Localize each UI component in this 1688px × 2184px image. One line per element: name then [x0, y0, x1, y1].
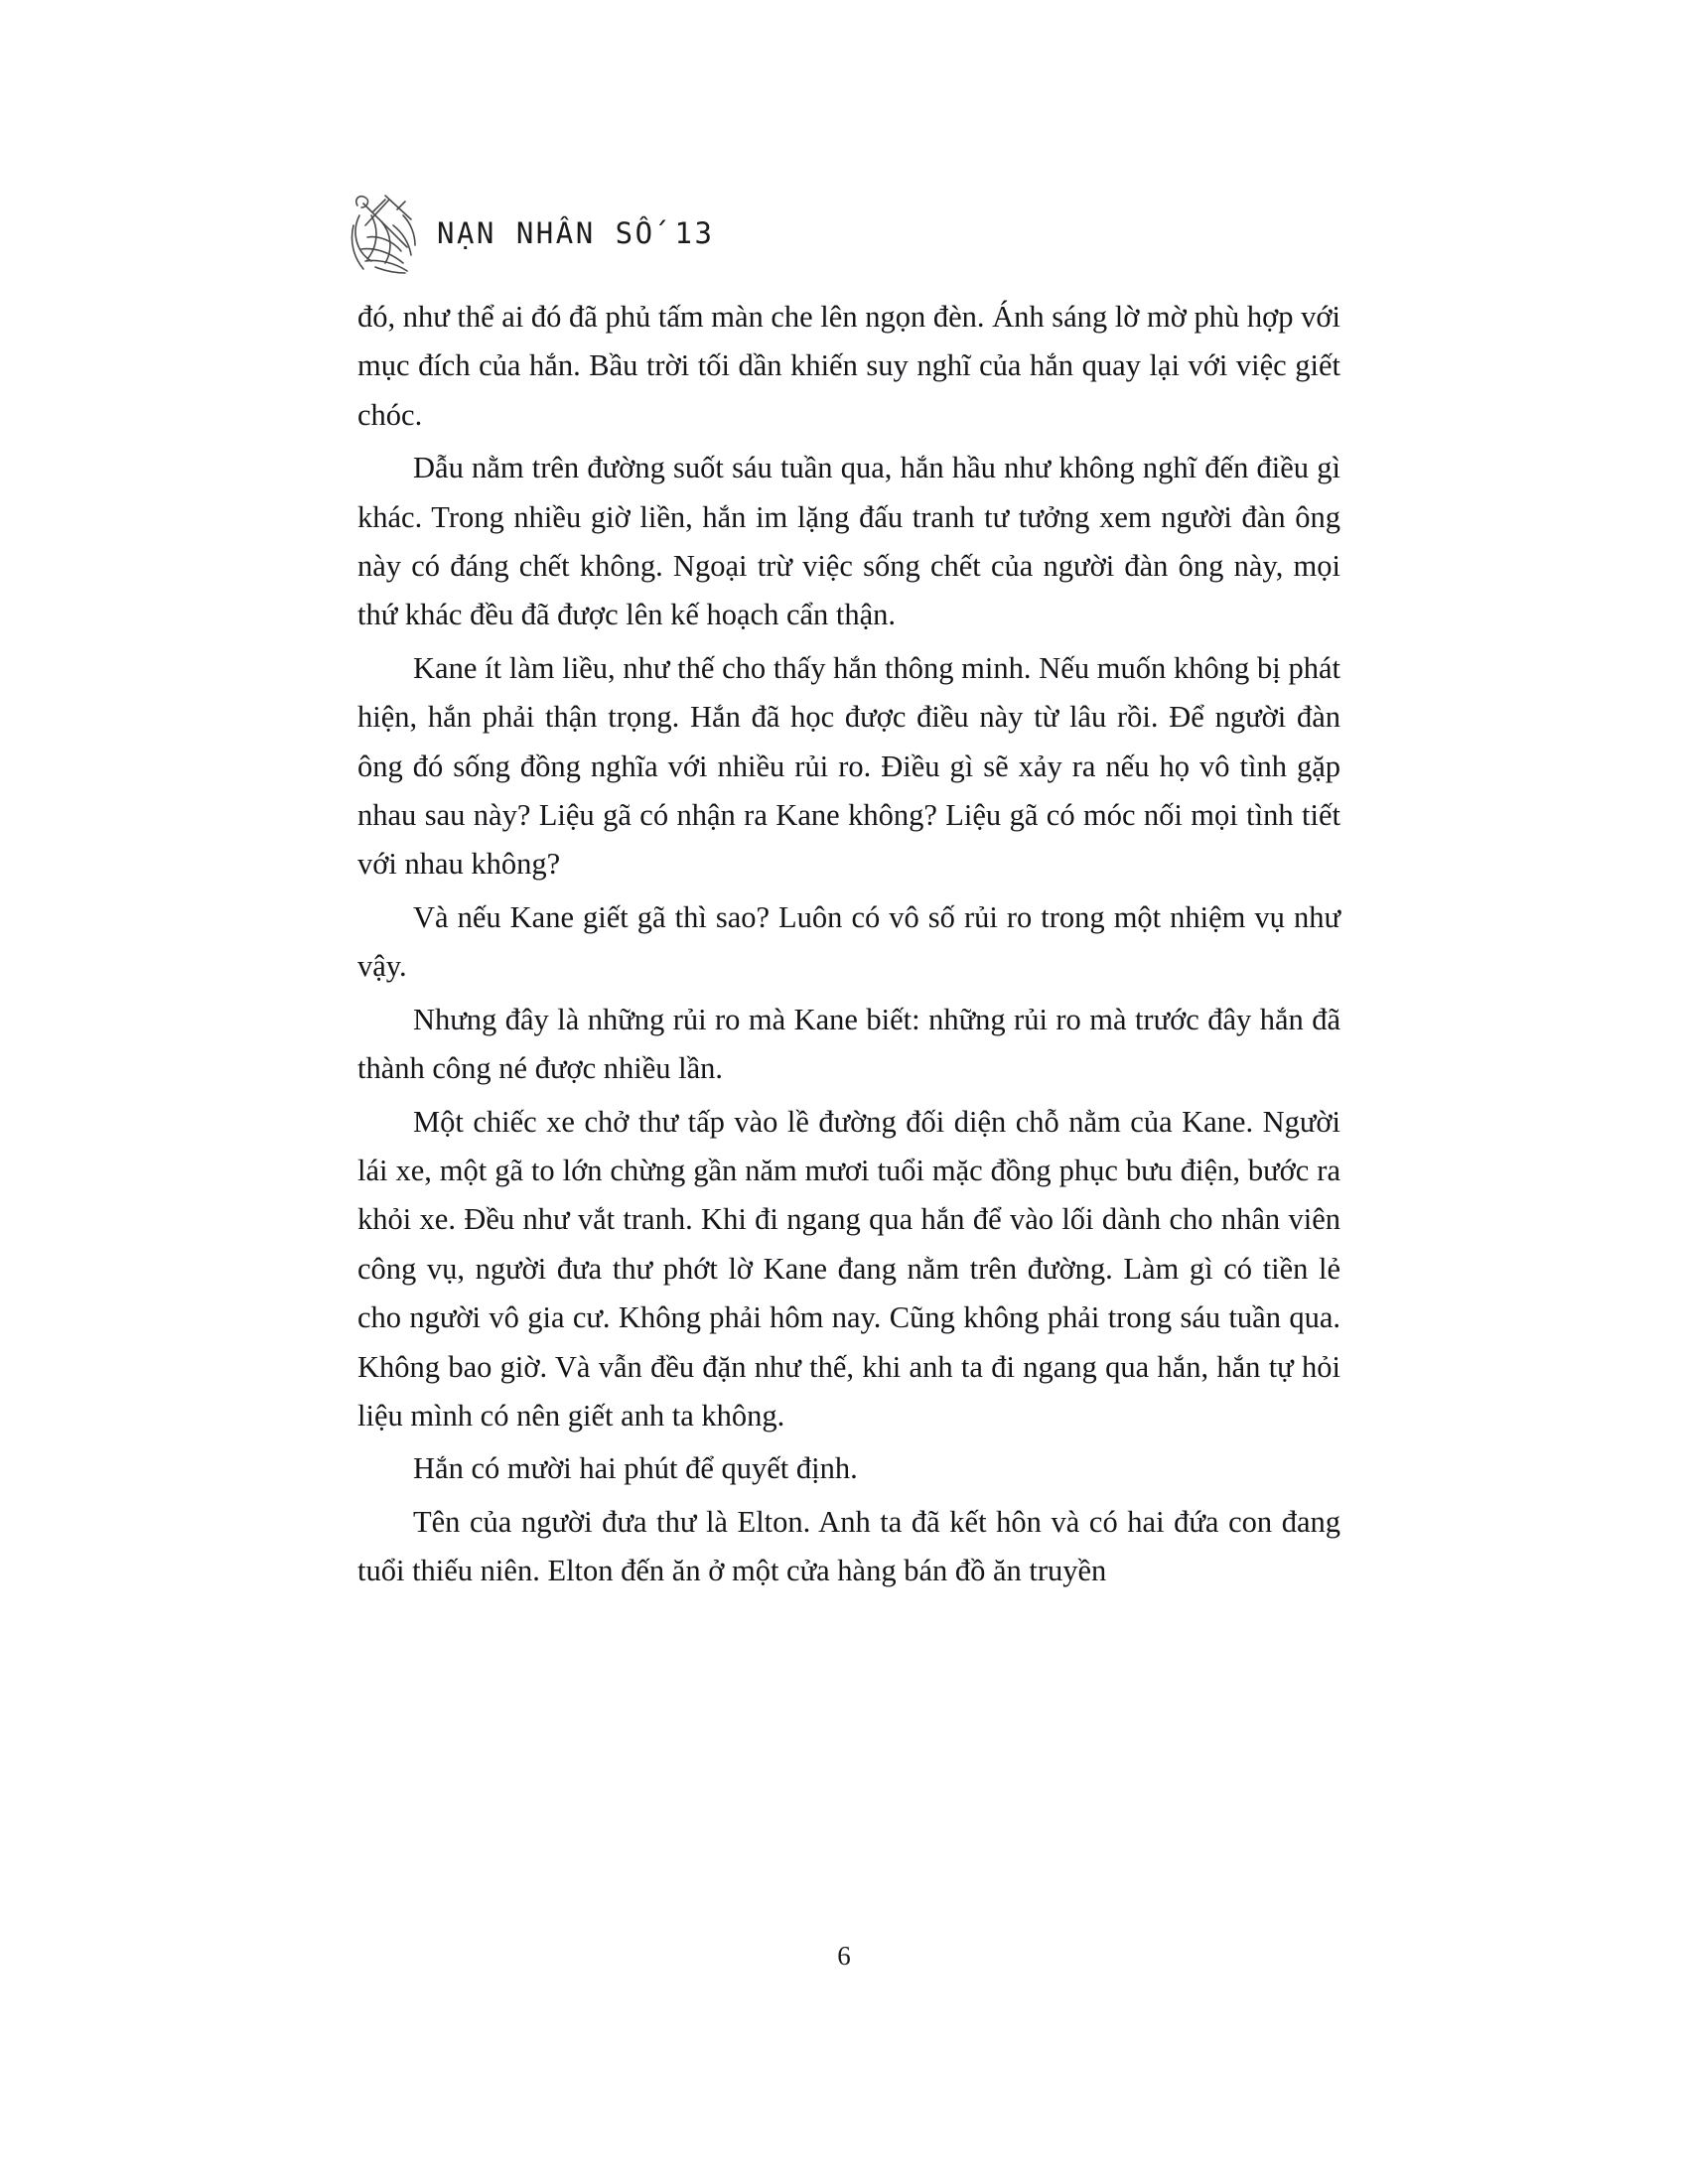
paragraph: Kane ít làm liều, như thế cho thấy hắn thông minh. Nếu muốn không bị phát hiện, hắn phải thận trọng. Hắn đã học được điều này từ lâu rồi. Để người đàn ông đó sống đồng nghĩa với nhiều rủi ro. Điều gì sẽ xảy ra nếu họ vô tình gặp nhau sau này? Liệu gã có nhận ra Kane không? Liệu gã có móc nối mọi tình tiết với nhau không? — [357, 650, 1340, 882]
paragraph: Nhưng đây là những rủi ro mà Kane biết: những rủi ro mà trước đây hắn đã thành công né được nhiều lần. — [357, 1002, 1340, 1086]
paragraph: Hắn có mười hai phút để quyết định. — [413, 1451, 858, 1486]
paragraph: Tên của người đưa thư là Elton. Anh ta đã kết hôn và có hai đứa con đang tuổi thiếu niên. Elton đến ăn ở một cửa hàng bán đồ ăn truyền — [357, 1504, 1340, 1588]
running-head — [357, 184, 1340, 283]
paragraph: đó, như thể ai đó đã phủ tấm màn che lên ngọn đèn. Ánh sáng lờ mờ phù hợp với mục đích của hắn. Bầu trời tối dần khiến suy nghĩ của hắn quay lại với việc giết chóc. — [357, 300, 1340, 432]
body-text — [357, 293, 1340, 1596]
paragraph: Dẫu nằm trên đường suốt sáu tuần qua, hắn hầu như không nghĩ đến điều gì khác. Trong nhiều giờ liền, hắn im lặng đấu tranh tư tưởng xem người đàn ông này có đáng chết không. Ngoại trừ việc sống chết của người đàn ông này, mọi thứ khác đều đã được lên kế hoạch cẩn thận. — [357, 451, 1340, 632]
paragraph: Một chiếc xe chở thư tấp vào lề đường đối diện chỗ nằm của Kane. Người lái xe, một gã to lớn chừng gần năm mươi tuổi mặc đồng phục bưu điện, bước ra khỏi xe. Đều như vắt tranh. Khi đi ngang qua hắn để vào lối dành cho nhân viên công vụ, người đưa thư phớt lờ Kane đang nằm trên đường. Làm gì có tiền lẻ cho người vô gia cư. Không phải hôm nay. Cũng không phải trong sáu tuần qua. Không bao giờ. Và vẫn đều đặn như thế, khi anh ta đi ngang qua hắn, hắn tự hỏi liệu mình có nên giết anh ta không. — [357, 1104, 1340, 1433]
dagger-ornament-icon — [346, 186, 423, 281]
page-content — [357, 184, 1340, 1596]
paragraph: Và nếu Kane giết gã thì sao? Luôn có vô số rủi ro trong một nhiệm vụ như vậy. — [357, 899, 1340, 984]
running-head-title: NẠN NHÂN SỐ 13 — [437, 216, 715, 250]
page-number: 6 — [837, 1941, 851, 1971]
